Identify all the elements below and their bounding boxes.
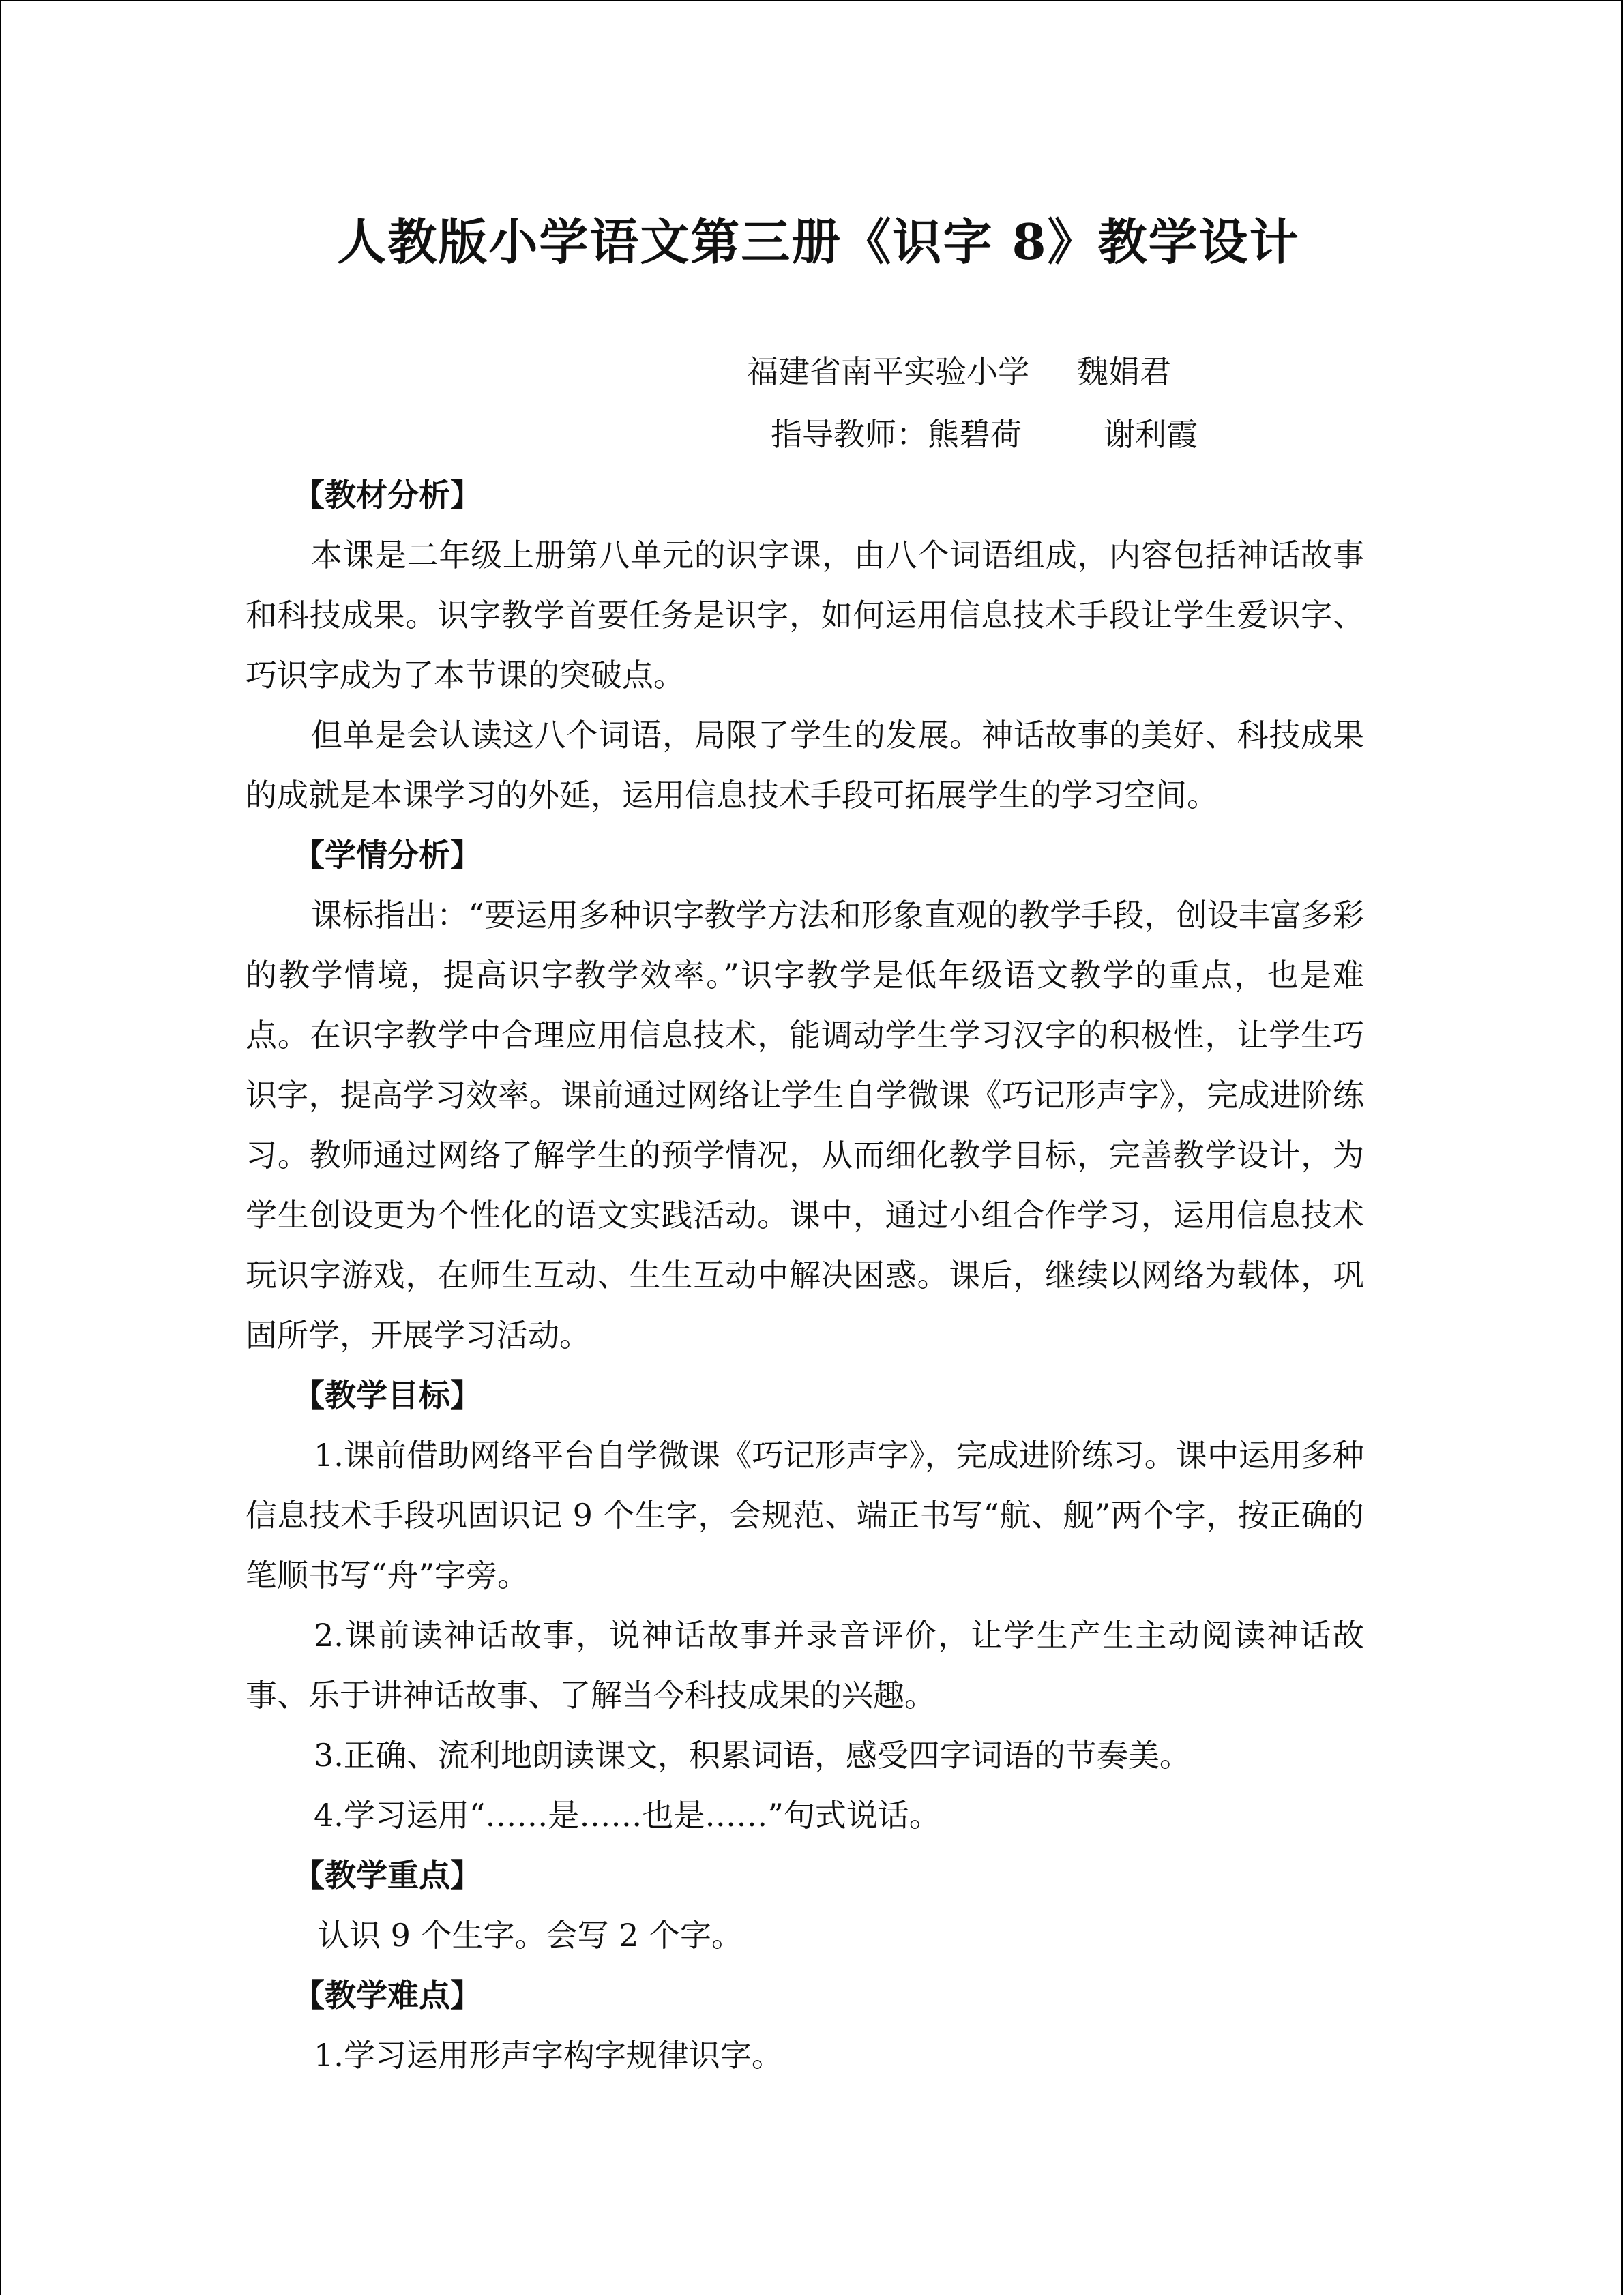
section-key [246,1845,1364,1965]
advisor-second: 谢利霞 [1104,416,1198,453]
section-heading-key: 【教学重点】 [293,1857,482,1894]
difficulty-item: 1.学习运用形声字构字规律识字。 [314,2037,783,2074]
section-difficulty [246,1965,1364,2085]
author-school: 福建省南平实验小学 [747,353,1029,390]
advisor-line [771,411,1364,458]
author-name: 魏娟君 [1077,353,1171,390]
section-goals [246,1365,1364,1845]
document-title: 人教版小学语文第三册《识字 8》教学设计 [337,213,1300,271]
author-line [747,348,1364,396]
goal-item: 4.学习运用“……是……也是……”句式说话。 [314,1797,941,1834]
paragraph: 课标指出：“要运用多种识字教学方法和形象直观的教学手段，创设丰富多彩的教学情境，提高识字教学效率。”识字教学是低年级语文教学的重点，也是难点。在识字教学中合理应用信息技术，能调动学生学习汉字的积极性，让学生巧识字，提高学习效率。课前通过网络让学生自学微课《巧记形声字》，完成进阶练习。教师通过网络了解学生的预学情况，从而细化教学目标，完善教学设计，为学生创设更为个性化的语文实践活动。课中，通过小组合作学习，运用信息技术玩识字游戏，在师生互动、生生互动中解决困惑。课后，继续以网络为载体，巩固所学，开展学习活动。 [246,897,1364,1354]
document-body [246,205,1364,2085]
section-heading-material: 【教材分析】 [293,477,482,513]
section-material [246,465,1364,825]
advisor-label: 指导教师：熊碧荷 [771,416,1022,453]
section-heading-difficulty: 【教学难点】 [293,1977,482,2014]
section-heading-learner: 【学情分析】 [293,837,482,874]
goal-item: 2.课前读神话故事，说神话故事并录音评价，让学生产生主动阅读神话故事、乐于讲神话故事、了解当今科技成果的兴趣。 [246,1617,1364,1714]
goal-item: 3.正确、流利地朗读课文，积累词语，感受四字词语的节奏美。 [314,1737,1191,1774]
section-learner [246,825,1364,1365]
goal-item: 1.课前借助网络平台自学微课《巧记形声字》，完成进阶练习。课中运用多种信息技术手段巩固识记 9 个生字，会规范、端正书写“航、舰”两个字，按正确的笔顺书写“舟”字旁。 [246,1437,1364,1594]
paragraph: 但单是会认读这八个词语，局限了学生的发展。神话故事的美好、科技成果的成就是本课学习的外延，运用信息技术手段可拓展学生的学习空间。 [246,717,1364,814]
section-heading-goals: 【教学目标】 [293,1377,482,1414]
key-point-text: 认识 9 个生字。会写 2 个字。 [318,1917,743,1954]
paragraph: 本课是二年级上册第八单元的识字课，由八个词语组成，内容包括神话故事和科技成果。识字教学首要任务是识字，如何运用信息技术手段让学生爱识字、巧识字成为了本节课的突破点。 [246,537,1364,694]
